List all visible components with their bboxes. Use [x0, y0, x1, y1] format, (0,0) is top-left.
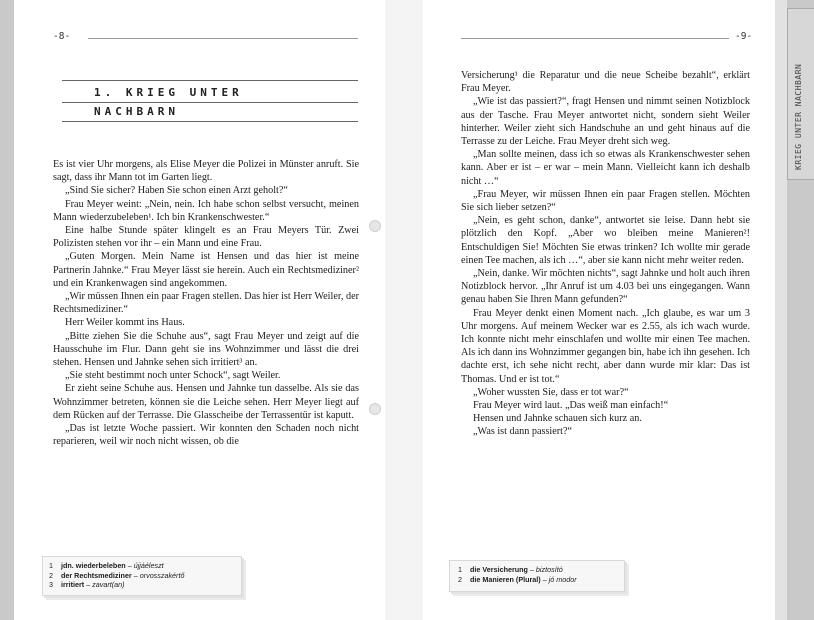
paragraph: „Woher wussten Sie, dass er tot war?“ [473, 386, 629, 398]
paragraph: Es ist vier Uhr morgens, als Elise Meyer die Polizei in Münster anruft. Sie sagt, dass ihr Mann tot im Garten liegt. [53, 159, 359, 184]
paragraph: „Was ist dann passiert?“ [473, 426, 573, 438]
paragraph: Hensen und Jahnke schauen sich kurz an. [473, 413, 642, 425]
chapter-title-line1: 1. KRIEG UNTER [94, 86, 243, 99]
right-page [423, 0, 775, 620]
chapter-rule-bottom [62, 121, 358, 122]
right-body-text [461, 69, 750, 439]
paragraph: „Man sollte meinen, dass ich so etwas als Krankenschwester sehen kann. Aber er ist – er war – mein Mann. Vielleicht kann ich deshalb nicht …“ [461, 149, 750, 187]
page-number: -9- [735, 31, 753, 42]
paragraph: Eine halbe Stunde später klingelt es an Frau Meyers Tür. Zwei Polizisten stehen vor ihr – ein Mann und eine Frau. [53, 225, 359, 250]
page-number: -8- [53, 31, 71, 42]
paragraph: Frau Meyer denkt einen Moment nach. „Ich glaube, es war um 3 Uhr morgens. Auf meinem Wecker war es 2.55, als ich wach wurde. Ich konnte nicht mehr einschlafen und wollte mir einen Tee machen. Als ich dann ins Wohnzimmer gegangen bin, habe ich ihn gesehen. Ich dachte erst, ich sehe nicht recht, aber dann wurde mir klar: Das ist Thomas. Und er ist tot.“ [461, 307, 750, 385]
chapter-title-line2: NACHBARN [94, 105, 179, 118]
paragraph: „Frau Meyer, wir müssen Ihnen ein paar Fragen stellen. Möchten Sie sich lieber setzen?“ [461, 188, 750, 214]
page-gutter [385, 0, 423, 620]
paragraph: Versicherung¹ die Reparatur und die neue Scheibe bezahlt“, erklärt Frau Meyer. [461, 70, 750, 95]
footnote-box [42, 556, 242, 596]
paragraph: „Bitte ziehen Sie die Schuhe aus“, sagt Frau Meyer und zeigt auf die Hausschuhe im Flur. Dann geht sie ins Wohnzimmer und lässt die drei stehen. Hensen und Jahnke sehen sich irritiert³ an. [53, 330, 359, 369]
left-page [14, 0, 385, 620]
chapter-rule-middle [62, 102, 358, 103]
paragraph: „Nein, es geht schon, danke“, antwortet sie leise. Dann hebt sie plötzlich den Kopf. „Aber wo bleiben meine Manieren²! Entschuldigen Sie! Möchten Sie etwas trinken? Ich wollte mir gerade einen Tee machen, als ich …“, aber sie kann nicht mehr weiter reden. [461, 215, 750, 266]
header-rule [88, 38, 358, 39]
header-rule [461, 38, 729, 39]
paragraph: „Wie ist das passiert?“, fragt Hensen und nimmt seinen Notizblock aus der Tasche. Frau Meyer antwortet nicht, sondern sieht Weiler hinterher. Weiler zieht sich Handschuhe an und geht hinaus auf die Terrasse zu der Leiche. Frau Meyer dreht sich weg. [461, 96, 750, 148]
footnote-row: 2 die Manieren (Plural) – jó modor [458, 574, 577, 584]
footnote-row: 1 die Versicherung – biztosító [458, 565, 563, 574]
binding-hole [369, 403, 381, 415]
paragraph: Frau Meyer wird laut. „Das weiß man einfach!“ [473, 400, 669, 412]
footnote-row: 2 der Rechtsmediziner – orvosszakértő [49, 570, 185, 580]
paragraph: „Das ist letzte Woche passiert. Wir konnten den Schaden noch nicht reparieren, weil wir noch nicht wissen, ob die [53, 423, 359, 448]
paragraph: Herr Weiler kommt ins Haus. [65, 317, 185, 329]
footnote-row: 3 irritiert – zavart(an) [49, 580, 125, 590]
binding-hole [369, 220, 381, 232]
paragraph: „Sie steht bestimmt noch unter Schock“, sagt Weiler. [65, 370, 281, 382]
paragraph: „Wir müssen Ihnen ein paar Fragen stellen. Das hier ist Herr Weiler, der Rechtsmediziner.“ [53, 291, 359, 316]
footnote-row: 1 jdn. wiederbeleben – újjáéleszt [49, 561, 164, 570]
footnote-box [449, 560, 625, 592]
chapter-tab-label: KRIEG UNTER NACHBARN [794, 63, 803, 170]
paragraph: „Nein, danke. Wir möchten nichts“, sagt Jahnke und holt auch ihren Notizblock hervor. „Ihr Anruf ist um 4.03 bei uns eingegangen. Wann genau haben Sie Ihren Mann gefunden?“ [461, 268, 750, 306]
paragraph: Frau Meyer weint: „Nein, nein. Ich habe schon selbst versucht, meinen Mann wiederzubeleben¹. Ich bin Krankenschwester.“ [53, 198, 359, 223]
left-body-text [53, 158, 359, 448]
paragraph: „Sind Sie sicher? Haben Sie schon einen Arzt geholt?“ [65, 185, 288, 197]
chapter-rule-top [62, 80, 358, 81]
page-edge [775, 0, 787, 620]
paragraph: „Guten Morgen. Mein Name ist Hensen und das hier ist meine Partnerin Jahnke.“ Frau Meyer lässt sie herein. Auch ein Rechtsmediziner² und ein Krankenwagen sind angekommen. [53, 251, 359, 289]
paragraph: Er zieht seine Schuhe aus. Hensen und Jahnke tun dasselbe. Als sie das Wohnzimmer betreten, können sie die Leiche sehen. Herr Meyer liegt auf dem Rücken auf der Terrasse. Die Glasscheibe der Terrassentür ist kaputt. [53, 383, 359, 421]
